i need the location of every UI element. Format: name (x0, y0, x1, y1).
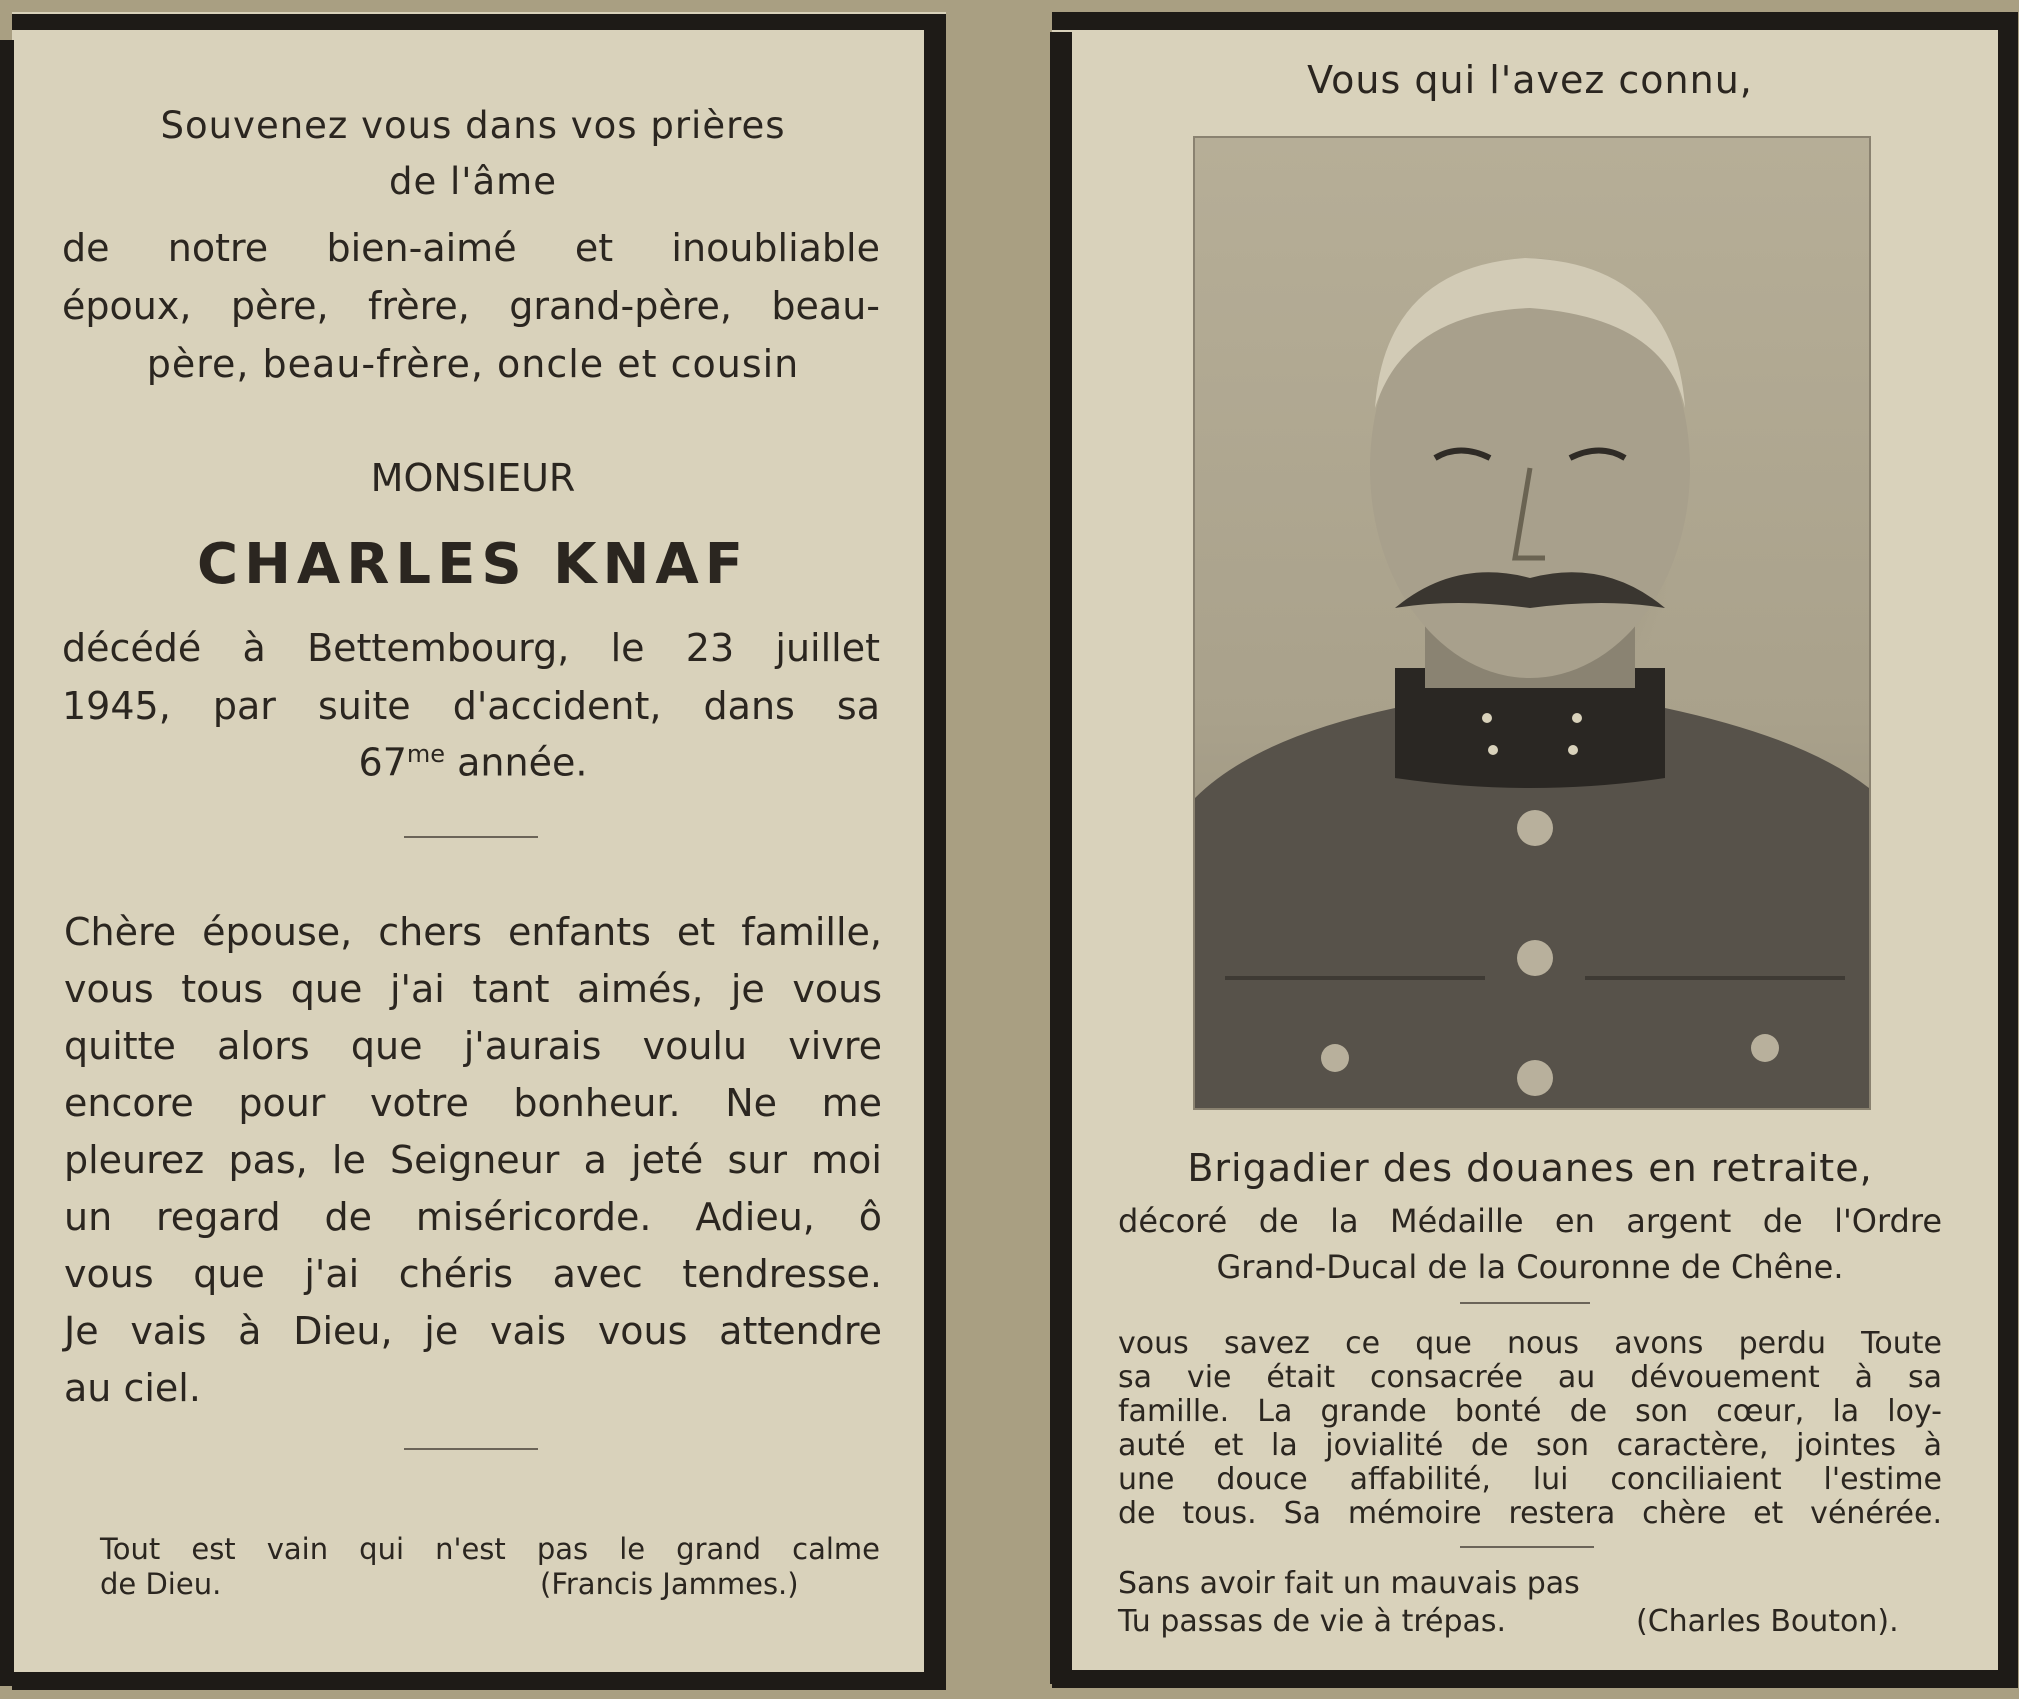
eulogy-line-4: auté et la jovialité de son caractère, jointes à (1118, 1428, 1942, 1463)
rank-title: Brigadier des douanes en retraite, (1187, 1146, 1873, 1190)
portrait-figure (1195, 138, 1869, 1108)
death-line-1: décédé à Bettembourg, le 23 juillet (62, 626, 880, 670)
deceased-name: CHARLES KNAF (196, 532, 750, 597)
quote-line-1: Tout est vain qui n'est pas le grand calme (100, 1532, 880, 1566)
left-card-bottom-border (12, 1672, 946, 1690)
age-line (60, 740, 886, 785)
portrait-photo (1193, 136, 1871, 1110)
quote-line-2: de Dieu. (100, 1567, 222, 1601)
farewell-line-4: encore pour votre bonheur. Ne me (64, 1081, 882, 1125)
farewell-line-9: au ciel. (64, 1366, 201, 1410)
relation-line-3: père, beau-frère, oncle et cousin (146, 342, 800, 386)
death-line-2: 1945, par suite d'accident, dans sa (62, 684, 880, 728)
left-card-left-border (0, 40, 14, 1686)
left-card-right-border (924, 30, 946, 1680)
left-divider-1 (404, 836, 538, 838)
verse-line-1: Sans avoir fait un mauvais pas (1118, 1566, 1580, 1601)
farewell-line-6: un regard de miséricorde. Adieu, ô (64, 1195, 882, 1239)
farewell-line-1: Chère épouse, chers enfants et famille, (64, 910, 882, 954)
farewell-line-8: Je vais à Dieu, je vais vous attendre (64, 1309, 882, 1353)
intro-line-2: de l'âme (389, 160, 557, 203)
quote-author: (Francis Jammes.) (540, 1567, 799, 1601)
farewell-line-3: quitte alors que j'aurais voulu vivre (64, 1024, 882, 1068)
verse-line-2: Tu passas de vie à trépas. (1118, 1604, 1507, 1639)
eulogy-line-1: vous savez ce que nous avons perdu Toute (1118, 1326, 1942, 1361)
verse-author: (Charles Bouton). (1636, 1604, 1899, 1639)
age-suffix: me (406, 740, 446, 768)
right-card-top-border (1052, 12, 2018, 30)
right-card-bottom-border (1052, 1670, 2018, 1688)
farewell-line-5: pleurez pas, le Seigneur a jeté sur moi (64, 1138, 882, 1182)
decoration-line-1: décoré de la Médaille en argent de l'Ordre (1118, 1202, 1942, 1240)
left-card-top-border (12, 14, 946, 30)
left-divider-2 (404, 1448, 538, 1450)
age-number: 67 (358, 740, 407, 785)
right-card-right-border (1998, 26, 2018, 1686)
right-heading: Vous qui l'avez connu, (1307, 58, 1753, 102)
relation-line-1: de notre bien-aimé et inoubliable (62, 226, 880, 270)
decoration-line-2: Grand-Ducal de la Couronne de Chêne. (1216, 1248, 1844, 1286)
honorific: MONSIEUR (370, 456, 576, 500)
eulogy-line-5: une douce affabilité, lui conciliaient l'estime (1118, 1462, 1942, 1497)
farewell-line-2: vous tous que j'ai tant aimés, je vous (64, 967, 882, 1011)
eulogy-line-2: sa vie était consacrée au dévouement à sa (1118, 1360, 1942, 1395)
right-card-left-border (1050, 32, 1072, 1684)
right-divider-2 (1460, 1546, 1594, 1548)
relation-line-2: époux, père, frère, grand-père, beau- (62, 284, 880, 328)
eulogy-line-6: de tous. Sa mémoire restera chère et vénérée. (1118, 1496, 1942, 1531)
right-divider-1 (1460, 1302, 1590, 1304)
farewell-line-7: vous que j'ai chéris avec tendresse. (64, 1252, 882, 1296)
age-rest: année. (445, 740, 588, 785)
eulogy-line-3: famille. La grande bonté de son cœur, la loy- (1118, 1394, 1942, 1429)
intro-line-1: Souvenez vous dans vos prières (160, 104, 786, 147)
